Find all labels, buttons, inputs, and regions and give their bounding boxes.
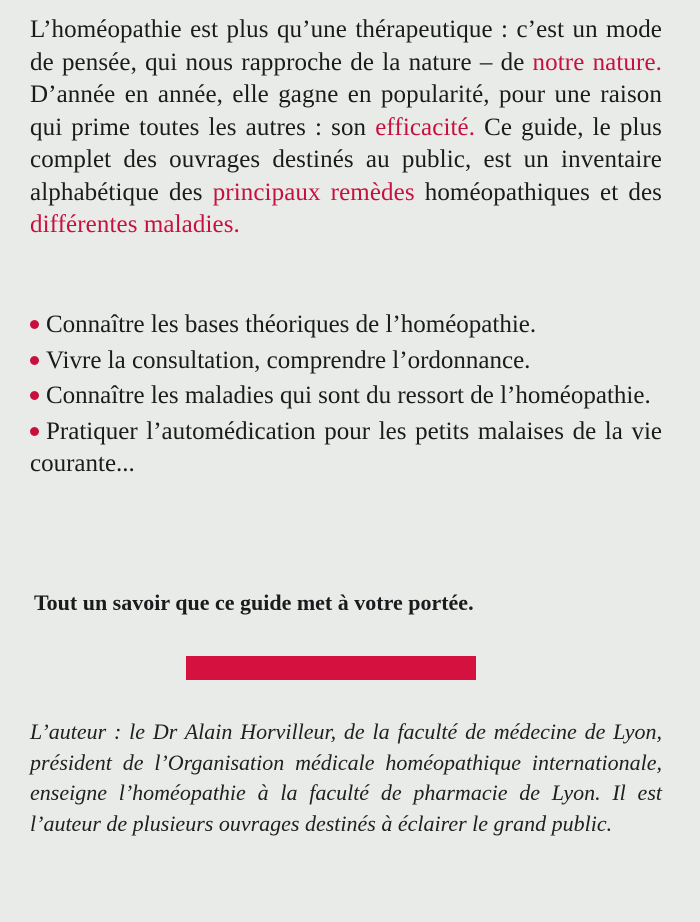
intro-text-1: L’homéopathie est plus qu’une thérapeutique : c’est un mode de pensée, qui nous rapproche de la nature – de: [30, 16, 662, 76]
list-item-text: Vivre la consultation, comprendre l’ordonnance.: [46, 346, 531, 374]
intro-paragraph: [30, 14, 662, 242]
list-item: [30, 380, 662, 413]
list-item: [30, 345, 662, 378]
intro-text-4: homéopathiques et des: [414, 178, 662, 206]
bullet-dot-icon: [30, 356, 39, 365]
author-bio: L’auteur : le Dr Alain Horvilleur, de la faculté de médecine de Lyon, président de l’Organisation médicale homéopathique internationale, enseigne l’homéopathie à la faculté de pharmacie de Lyon. Il est l’auteur de plusieurs ouvrages destinés à éclairer le grand public.: [30, 719, 662, 836]
list-item-text: Connaître les maladies qui sont du ressort de l’homéopathie.: [46, 382, 651, 409]
intro-text-3: Ce guide, le plus complet des ouvrages destinés au public, est un inventaire alphabétique des: [30, 113, 662, 206]
intro-text-2: D’année en année, elle gagne en popularité, pour une raison qui prime toutes les autres : son: [30, 81, 662, 141]
list-item-text: Pratiquer l’automédication pour les petits malaises de la vie courante...: [30, 417, 662, 477]
list-item: [30, 309, 662, 342]
tagline: Tout un savoir que ce guide met à votre portée.: [34, 590, 474, 615]
feature-list: [30, 309, 662, 484]
highlight-efficacite: efficacité.: [375, 113, 476, 141]
bullet-dot-icon: [30, 391, 39, 400]
decorative-red-bar: [186, 656, 476, 680]
highlight-differentes-maladies: différentes maladies.: [30, 211, 240, 238]
bullet-dot-icon: [30, 427, 39, 436]
list-item-text: Connaître les bases théoriques de l’homéopathie.: [46, 311, 537, 338]
list-item: [30, 416, 662, 481]
highlight-notre-nature: notre nature.: [532, 48, 662, 76]
highlight-principaux-remedes: principaux remèdes: [212, 178, 415, 206]
bullet-dot-icon: [30, 320, 39, 329]
